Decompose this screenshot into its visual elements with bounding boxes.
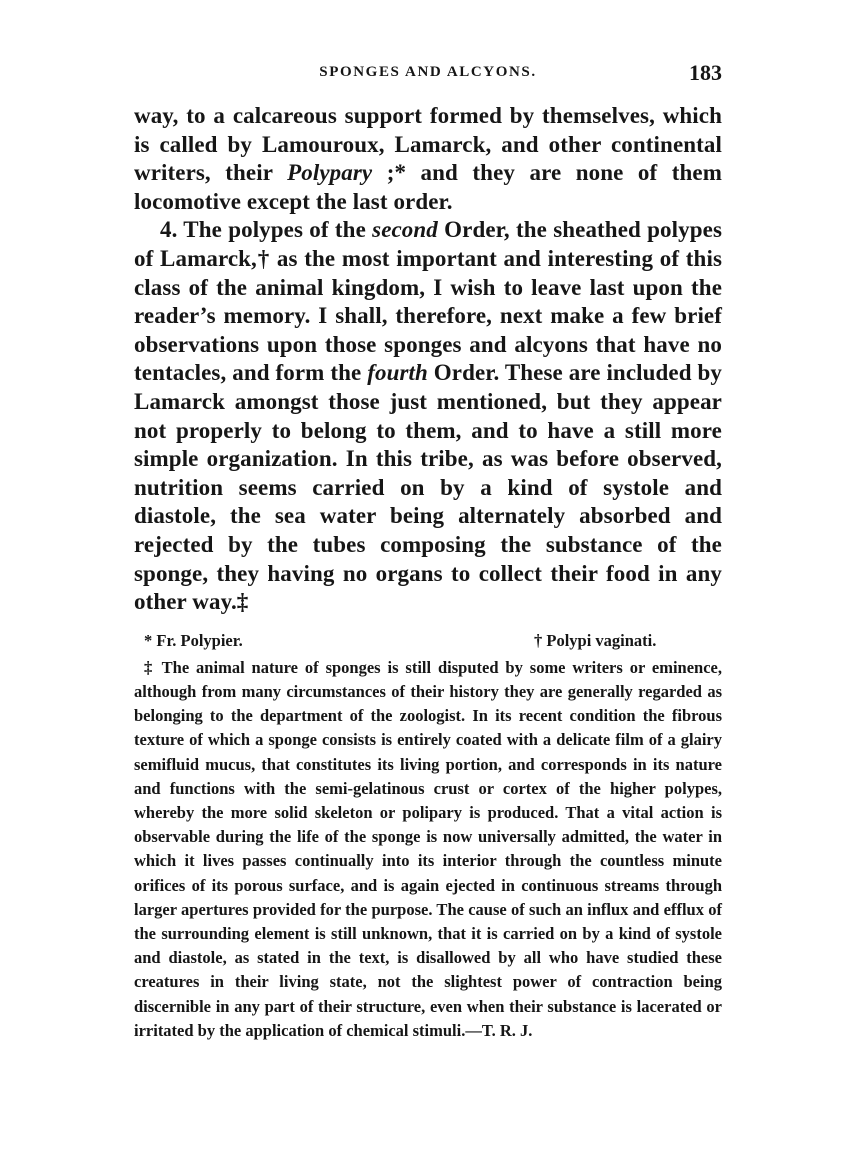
book-page — [134, 60, 722, 1043]
paragraph-2-text-a: 4. The polypes of the — [160, 217, 373, 243]
footnote-double-dagger: ‡ The animal nature of sponges is still disputed by some writers or eminence, although from many circumstances of their history they are generally regarded as belonging to the department of the zoologist. In its recent condition the fibrous texture of which a sponge consists is entirely coated with a delicate film of a glairy semifluid mucus, that constitutes its living portion, and corresponds in its nature and functions with the semi-gelatinous crust or cortex of the higher polypes, whereby the more solid skeleton or polipary is produced. That a vital action is observable during the life of the sponge is now universally admitted, the water in which it lives passes continually into its interior through the countless minute orifices of its porous surface, and is again ejected in continuous streams through larger apertures provided for the purpose. The cause of such an influx and efflux of the surrounding element is still unknown, that it is carried on by a kind of systole and diastole, as stated in the text, is disallowed by all who have studied these creatures in their living state, not the slightest power of contraction being discernible in any part of their structure, even when their substance is lacerated or irritated by the application of chemical stimuli.—T. R. J. — [134, 657, 722, 1040]
page-number: 183 — [689, 60, 722, 85]
paragraph-1-text-b: ;* and they are none of them locomotive except the last order. — [134, 160, 723, 214]
paragraph-1-text-a: way, to a calcareous support formed by themselves, which is called by Lamouroux, Lamarck, and other continental writers, their — [134, 103, 722, 186]
paragraph-2-italic-second: second — [372, 217, 438, 243]
paragraph-1-italic-polypary: Polypary — [287, 160, 373, 186]
running-title: SPONGES AND ALCYONS. — [319, 64, 537, 80]
footnotes-short — [134, 631, 722, 653]
footnote-dagger: † Polypi vaginati. — [534, 630, 657, 650]
paragraph-2-text-c: Order. These are included by Lamarck amongst those just mentioned, but they appear not properly to belong to them, and to have a still more simple organization. In this tribe, as was before observed, nutrition seems carried on by a kind of systole and diastole, the sea water being alternately absorbed and rejected by the tubes composing the substance of the sponge, they having no organs to collect their food in any other way.‡ — [134, 360, 723, 615]
paragraph-1 — [134, 102, 722, 216]
main-text — [134, 102, 722, 617]
footnote-star: * Fr. Polypier. — [144, 630, 243, 650]
paragraph-2-text-b: Order, the sheathed polypes of Lamarck,† as the most important and interesting of this class of the animal kingdom, I wish to leave last upon the reader’s memory. I shall, therefore, next make a few brief observations upon those sponges and alcyons that have no tentacles, and form the — [134, 217, 722, 386]
paragraph-2 — [134, 216, 722, 616]
running-header — [134, 60, 722, 88]
paragraph-2-italic-fourth: fourth — [367, 360, 428, 386]
